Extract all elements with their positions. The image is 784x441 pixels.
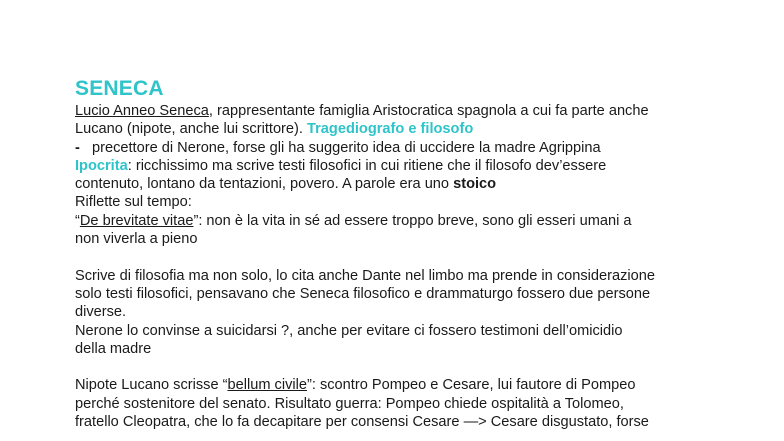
paragraph-line: Riflette sul tempo: (75, 194, 192, 211)
paragraph-line: Nerone lo convinse a suicidarsi ?, anche per evitare ci fossero testimoni dell’omicidio (75, 322, 623, 339)
blank-line (75, 358, 765, 376)
paragraph-line: fratello Cleopatra, che lo fa decapitare per consensi Cesare —> Cesare disgustato, forse (75, 414, 649, 431)
highlight-text: Ipocrita (75, 157, 128, 174)
blank-line (75, 248, 765, 266)
paragraph-line: “De brevitate vitae”: non è la vita in sé ad essere troppo breve, sono gli esseri umani a (75, 212, 632, 229)
paragraph-line: contenuto, lontano da tentazioni, povero. A parole era uno stoico (75, 176, 497, 193)
work-title: bellum civile (227, 377, 307, 394)
paragraph-line: Nipote Lucano scrisse “bellum civile”: scontro Pompeo e Cesare, lui fautore di Pompeo (75, 377, 636, 394)
highlight-text: Tragediografo e filosofo (307, 121, 474, 138)
author-name: Lucio Anneo Seneca (75, 103, 209, 119)
paragraph-line: della madre (75, 340, 152, 357)
document-body (75, 77, 765, 431)
work-title: De brevitate vitae (79, 212, 194, 229)
paragraph-line: Ipocrita: ricchissimo ma scrive testi filosofici in cui ritiene che il filosofo dev’essere (75, 157, 607, 174)
bullet-item: - precettore di Nerone, forse gli ha suggerito idea di uccidere la madre Agrippina (75, 139, 601, 156)
paragraph-line: Scrive di filosofia ma non solo, lo cita anche Dante nel limbo ma prende in considerazione (75, 267, 656, 284)
paragraph-line: diverse. (75, 304, 127, 321)
bold-term: stoico (453, 176, 497, 193)
paragraph-line: non viverla a pieno (75, 231, 198, 248)
paragraph-line: Lucio Anneo Seneca, rappresentante famiglia Aristocratica spagnola a cui fa parte anche (75, 103, 649, 119)
page-title: SENECA (75, 77, 164, 100)
dash-bullet-icon: - (75, 139, 80, 156)
paragraph-line: perché sostenitore del senato. Risultato guerra: Pompeo chiede ospitalità a Tolomeo, (75, 395, 624, 412)
paragraph-line: Lucano (nipote, anche lui scrittore). Tragediografo e filosofo (75, 121, 474, 138)
paragraph-line: solo testi filosofici, pensavano che Seneca filosofico e drammaturgo fossero due persone (75, 285, 651, 302)
